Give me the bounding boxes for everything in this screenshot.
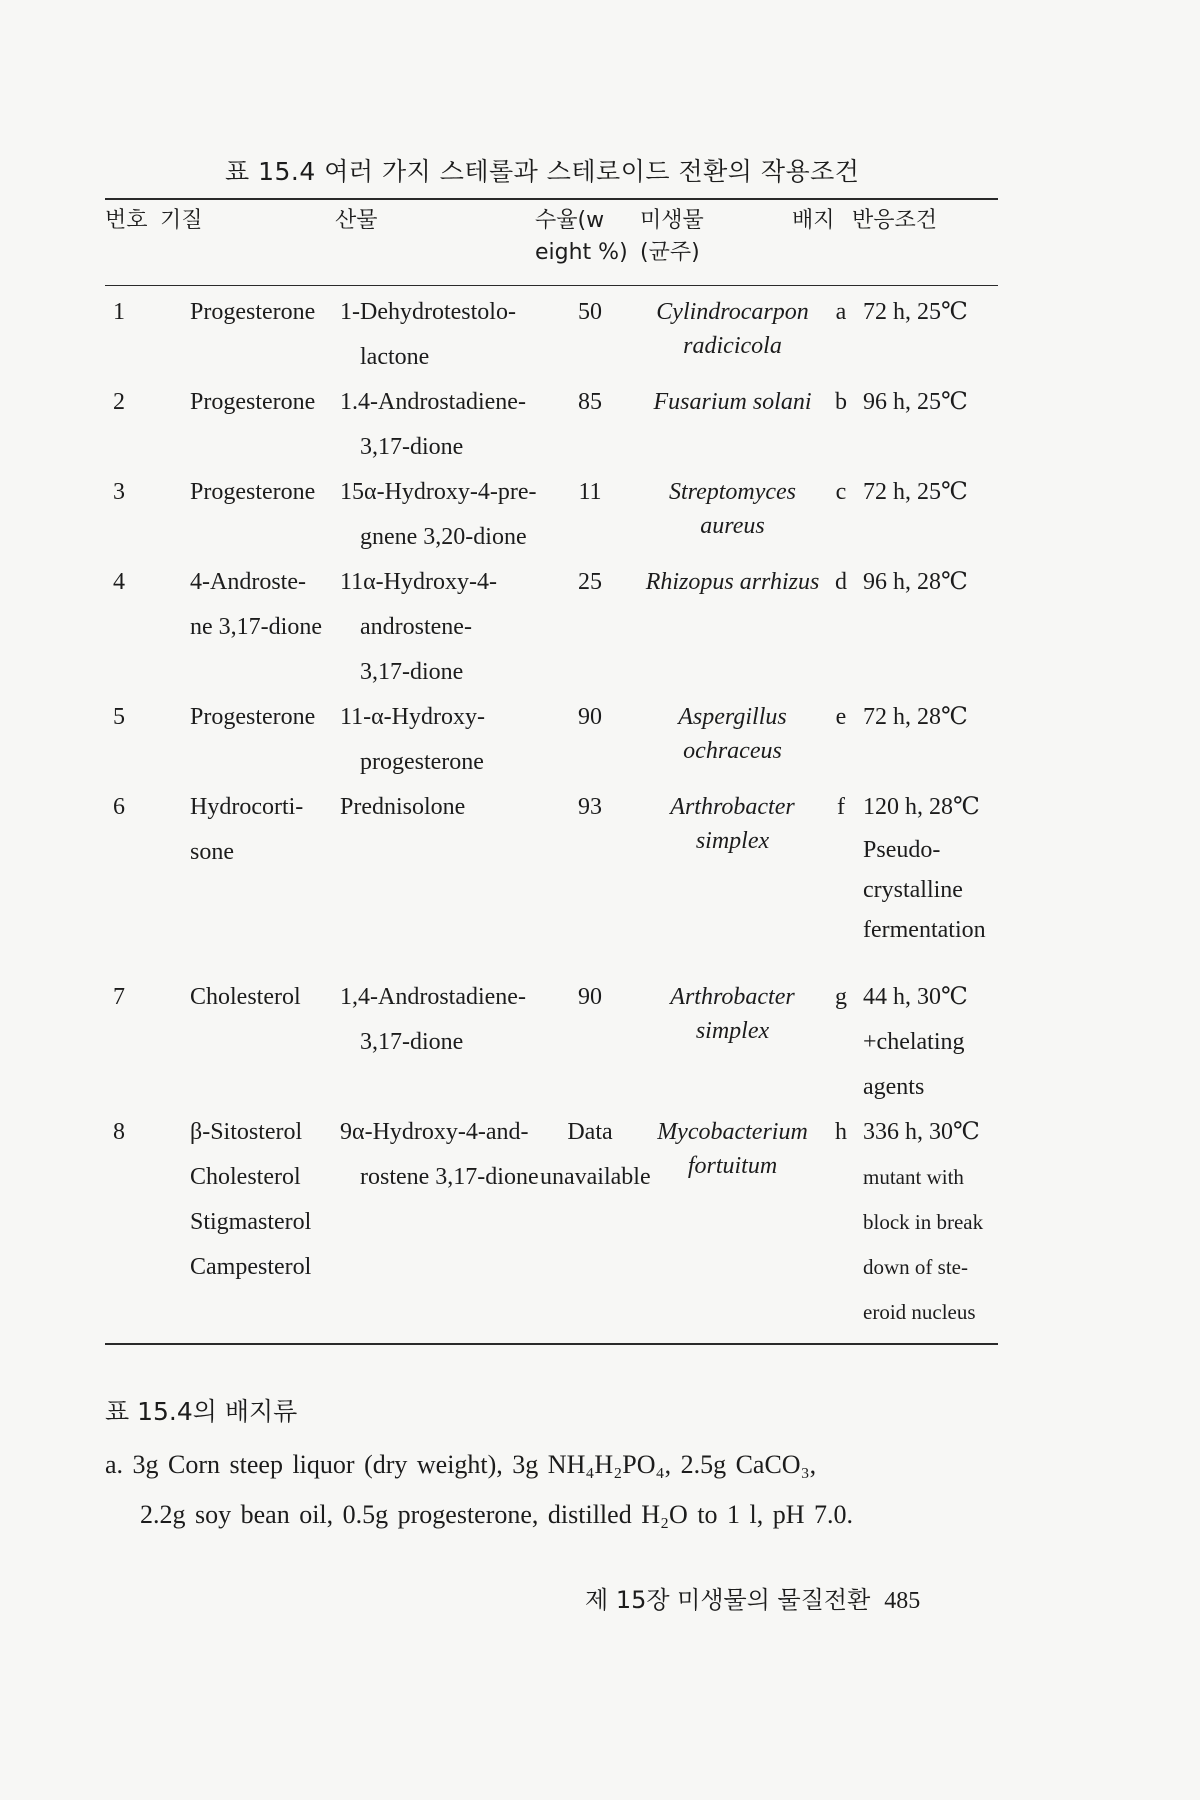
medium-note-a-line2: 2.2g soy bean oil, 0.5g progesterone, distilled H₂O to 1 l, pH 7.0.: [140, 1500, 854, 1529]
medium-cell: a: [835, 299, 847, 325]
product-cell: Prednisolone: [340, 794, 466, 820]
conditions-cell: 336 h, 30℃ mutant with block in break down of ste- eroid nucleus: [863, 1119, 984, 1324]
table-header-rule: [105, 285, 998, 286]
conditions-cell: 120 h, 28℃ Pseudo- crystalline fermentation: [863, 794, 986, 943]
media-section-title: 표 15.4의 배지류: [105, 1397, 298, 1426]
table-title: 표 15.4 여러 가지 스테롤과 스테로이드 전환의 작용조건: [225, 157, 860, 186]
steroid-conversion-table: [105, 290, 998, 1335]
table-bottom-rule: [105, 1343, 998, 1345]
medium-note-a: [105, 1440, 1105, 1540]
header-conditions: 반응조건: [852, 208, 938, 233]
medium-cell: h: [835, 1119, 847, 1145]
conditions-cell: 72 h, 25℃: [863, 299, 968, 325]
microbe-cell: Streptomyces aureus: [668, 479, 797, 539]
header-yield: 수율(w eight %): [535, 208, 628, 265]
row-number: 8: [113, 1119, 125, 1145]
substrate-cell: 4-Androste- ne 3,17-dione: [190, 569, 322, 640]
conditions-cell: 96 h, 28℃: [863, 569, 968, 595]
header-microbe: 미생물 (균주): [640, 208, 704, 265]
medium-cell: f: [837, 794, 845, 820]
medium-cell: d: [835, 569, 847, 595]
yield-cell: 93: [578, 794, 602, 820]
row-number: 5: [113, 704, 125, 730]
table-row: [105, 470, 998, 560]
microbe-cell: Aspergillus ochraceus: [678, 704, 787, 764]
medium-cell: g: [835, 984, 847, 1010]
conditions-cell: 96 h, 25℃: [863, 389, 968, 415]
table-row: [105, 695, 998, 785]
microbe-cell: Cylindrocarpon radicicola: [656, 299, 809, 359]
table-row: [105, 560, 998, 695]
row-number: 1: [113, 299, 125, 325]
product-cell: 1-Dehydrotestolo- lactone: [340, 299, 516, 370]
substrate-cell: Progesterone: [190, 299, 316, 325]
row-number: 7: [113, 984, 125, 1010]
product-cell: 15α-Hydroxy-4-pre- gnene 3,20-dione: [340, 479, 537, 550]
row-number: 4: [113, 569, 125, 595]
microbe-cell: Arthrobacter simplex: [670, 984, 795, 1044]
product-cell: 11α-Hydroxy-4- androstene- 3,17-dione: [340, 569, 497, 685]
header-no: 번호: [105, 208, 148, 233]
table-top-rule: [105, 198, 998, 200]
medium-note-a-line1: a. 3g Corn steep liquor (dry weight), 3g NH₄H₂PO₄, 2.5g CaCO₃,: [105, 1450, 817, 1479]
substrate-cell: Progesterone: [190, 704, 316, 730]
microbe-cell: Fusarium solani: [653, 389, 812, 415]
header-medium: 배지: [792, 208, 835, 233]
yield-cell: 50: [578, 299, 602, 325]
table-row: [105, 380, 998, 470]
product-cell: 9α-Hydroxy-4-and- rostene 3,17-dione: [340, 1119, 539, 1190]
page-number: 485: [884, 1588, 921, 1614]
microbe-cell: Arthrobacter simplex: [670, 794, 795, 854]
substrate-cell: Progesterone: [190, 389, 316, 415]
header-product: 산물: [335, 208, 378, 233]
table-row: [105, 1110, 998, 1335]
product-cell: 11-α-Hydroxy- progesterone: [340, 704, 485, 775]
substrate-cell: Cholesterol: [190, 984, 301, 1010]
yield-cell: Data unavailable: [540, 1119, 651, 1190]
yield-cell: 11: [578, 479, 602, 505]
medium-cell: c: [835, 479, 847, 505]
product-cell: 1.4-Androstadiene- 3,17-dione: [340, 389, 526, 460]
substrate-cell: Progesterone: [190, 479, 316, 505]
conditions-cell: 72 h, 25℃: [863, 479, 968, 505]
substrate-cell: Hydrocorti- sone: [190, 794, 304, 865]
conditions-cell: 44 h, 30℃ +chelating agents: [863, 984, 968, 1100]
page-footer: [585, 1580, 920, 1615]
conditions-cell: 72 h, 28℃: [863, 704, 968, 730]
table-row: [105, 975, 998, 1110]
row-number: 2: [113, 389, 125, 415]
medium-cell: b: [835, 389, 847, 415]
table-row: [105, 290, 998, 380]
header-substrate: 기질: [160, 208, 203, 233]
yield-cell: 85: [578, 389, 602, 415]
yield-cell: 90: [578, 984, 602, 1010]
yield-cell: 25: [578, 569, 602, 595]
microbe-cell: Rhizopus arrhizus: [645, 569, 820, 595]
row-number: 6: [113, 794, 125, 820]
row-number: 3: [113, 479, 125, 505]
yield-cell: 90: [578, 704, 602, 730]
substrate-cell: β-Sitosterol Cholesterol Stigmasterol Campesterol: [190, 1119, 312, 1280]
chapter-title: 제 15장 미생물의 물질전환: [585, 1586, 871, 1614]
table-row: [105, 785, 998, 975]
microbe-cell: Mycobacterium fortuitum: [657, 1119, 808, 1179]
product-cell: 1,4-Androstadiene- 3,17-dione: [340, 984, 526, 1055]
medium-cell: e: [835, 704, 847, 730]
